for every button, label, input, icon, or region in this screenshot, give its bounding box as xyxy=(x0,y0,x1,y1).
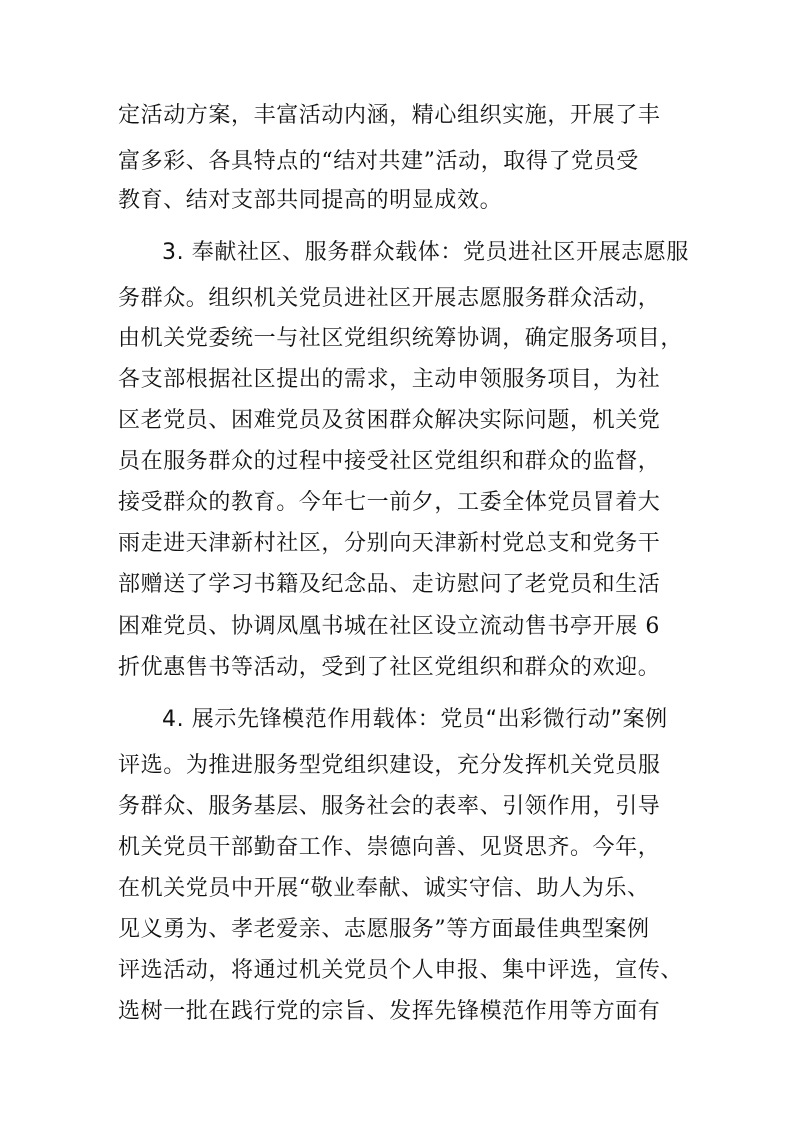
body-text-line: 员在服务群众的过程中接受社区党组织和群众的监督， xyxy=(118,449,661,474)
body-text-line: 务群众、服务基层、服务社会的表率、引领作用，引导 xyxy=(118,794,661,819)
body-text-line: 定活动方案，丰富活动内涵，精心组织实施，开展了丰 xyxy=(118,103,661,128)
body-text-line: 部赠送了学习书籍及纪念品、走访慰问了老党员和生活 xyxy=(118,572,661,597)
body-text-line: 富多彩、各具特点的“结对共建”活动，取得了党员受 xyxy=(118,149,639,174)
section-heading-3-continuation xyxy=(118,284,660,314)
body-text-line: 机关党员干部勤奋工作、崇德向善、见贤思齐。今年， xyxy=(118,835,661,860)
section-heading-4: 4. 展示先锋模范作用载体：党员“出彩微行动”案例 xyxy=(162,707,668,732)
section-heading-4-tail: 评选。 xyxy=(118,753,186,778)
body-text-line: 在机关党员中开展“敬业奉献、诚实守信、助人为乐、 xyxy=(118,876,650,901)
section-heading-3-tail: 务群众。 xyxy=(118,286,209,311)
body-text-line: 各支部根据社区提出的需求，主动申领服务项目，为社 xyxy=(118,367,661,392)
section-heading-3: 3. 奉献社区、服务群众载体：党员进社区开展志愿服 xyxy=(162,240,689,265)
body-text-line: 区老党员、困难党员及贫困群众解决实际问题，机关党 xyxy=(118,408,661,433)
body-text-line: 教育、结对支部共同提高的明显成效。 xyxy=(118,188,503,213)
body-text-line: 由机关党委统一与社区党组织统筹协调，确定服务项目， xyxy=(118,326,684,351)
section-heading-4-continuation xyxy=(118,751,660,781)
body-text-line: 选树一批在践行党的宗旨、发挥先锋模范作用等方面有 xyxy=(118,999,661,1024)
body-text-line: 困难党员、协调凤凰书城在社区设立流动售书亭开展 6 xyxy=(118,614,660,639)
body-text-line: 评选活动，将通过机关党员个人申报、集中评选，宣传、 xyxy=(118,958,684,983)
body-text-line: 接受群众的教育。今年七一前夕，工委全体党员冒着大 xyxy=(118,490,661,515)
body-text-line: 折优惠售书等活动，受到了社区党组织和群众的欢迎。 xyxy=(118,655,661,680)
body-text-run: 组织机关党员进社区开展志愿服务群众活动， xyxy=(208,286,661,311)
body-text-line: 见义勇为、孝老爱亲、志愿服务”等方面最佳典型案例 xyxy=(118,917,650,942)
body-text-run: 为推进服务型党组织建设，充分发挥机关党员服 xyxy=(185,753,661,778)
body-text-line: 雨走进天津新村社区，分别向天津新村党总支和党务干 xyxy=(118,531,661,556)
